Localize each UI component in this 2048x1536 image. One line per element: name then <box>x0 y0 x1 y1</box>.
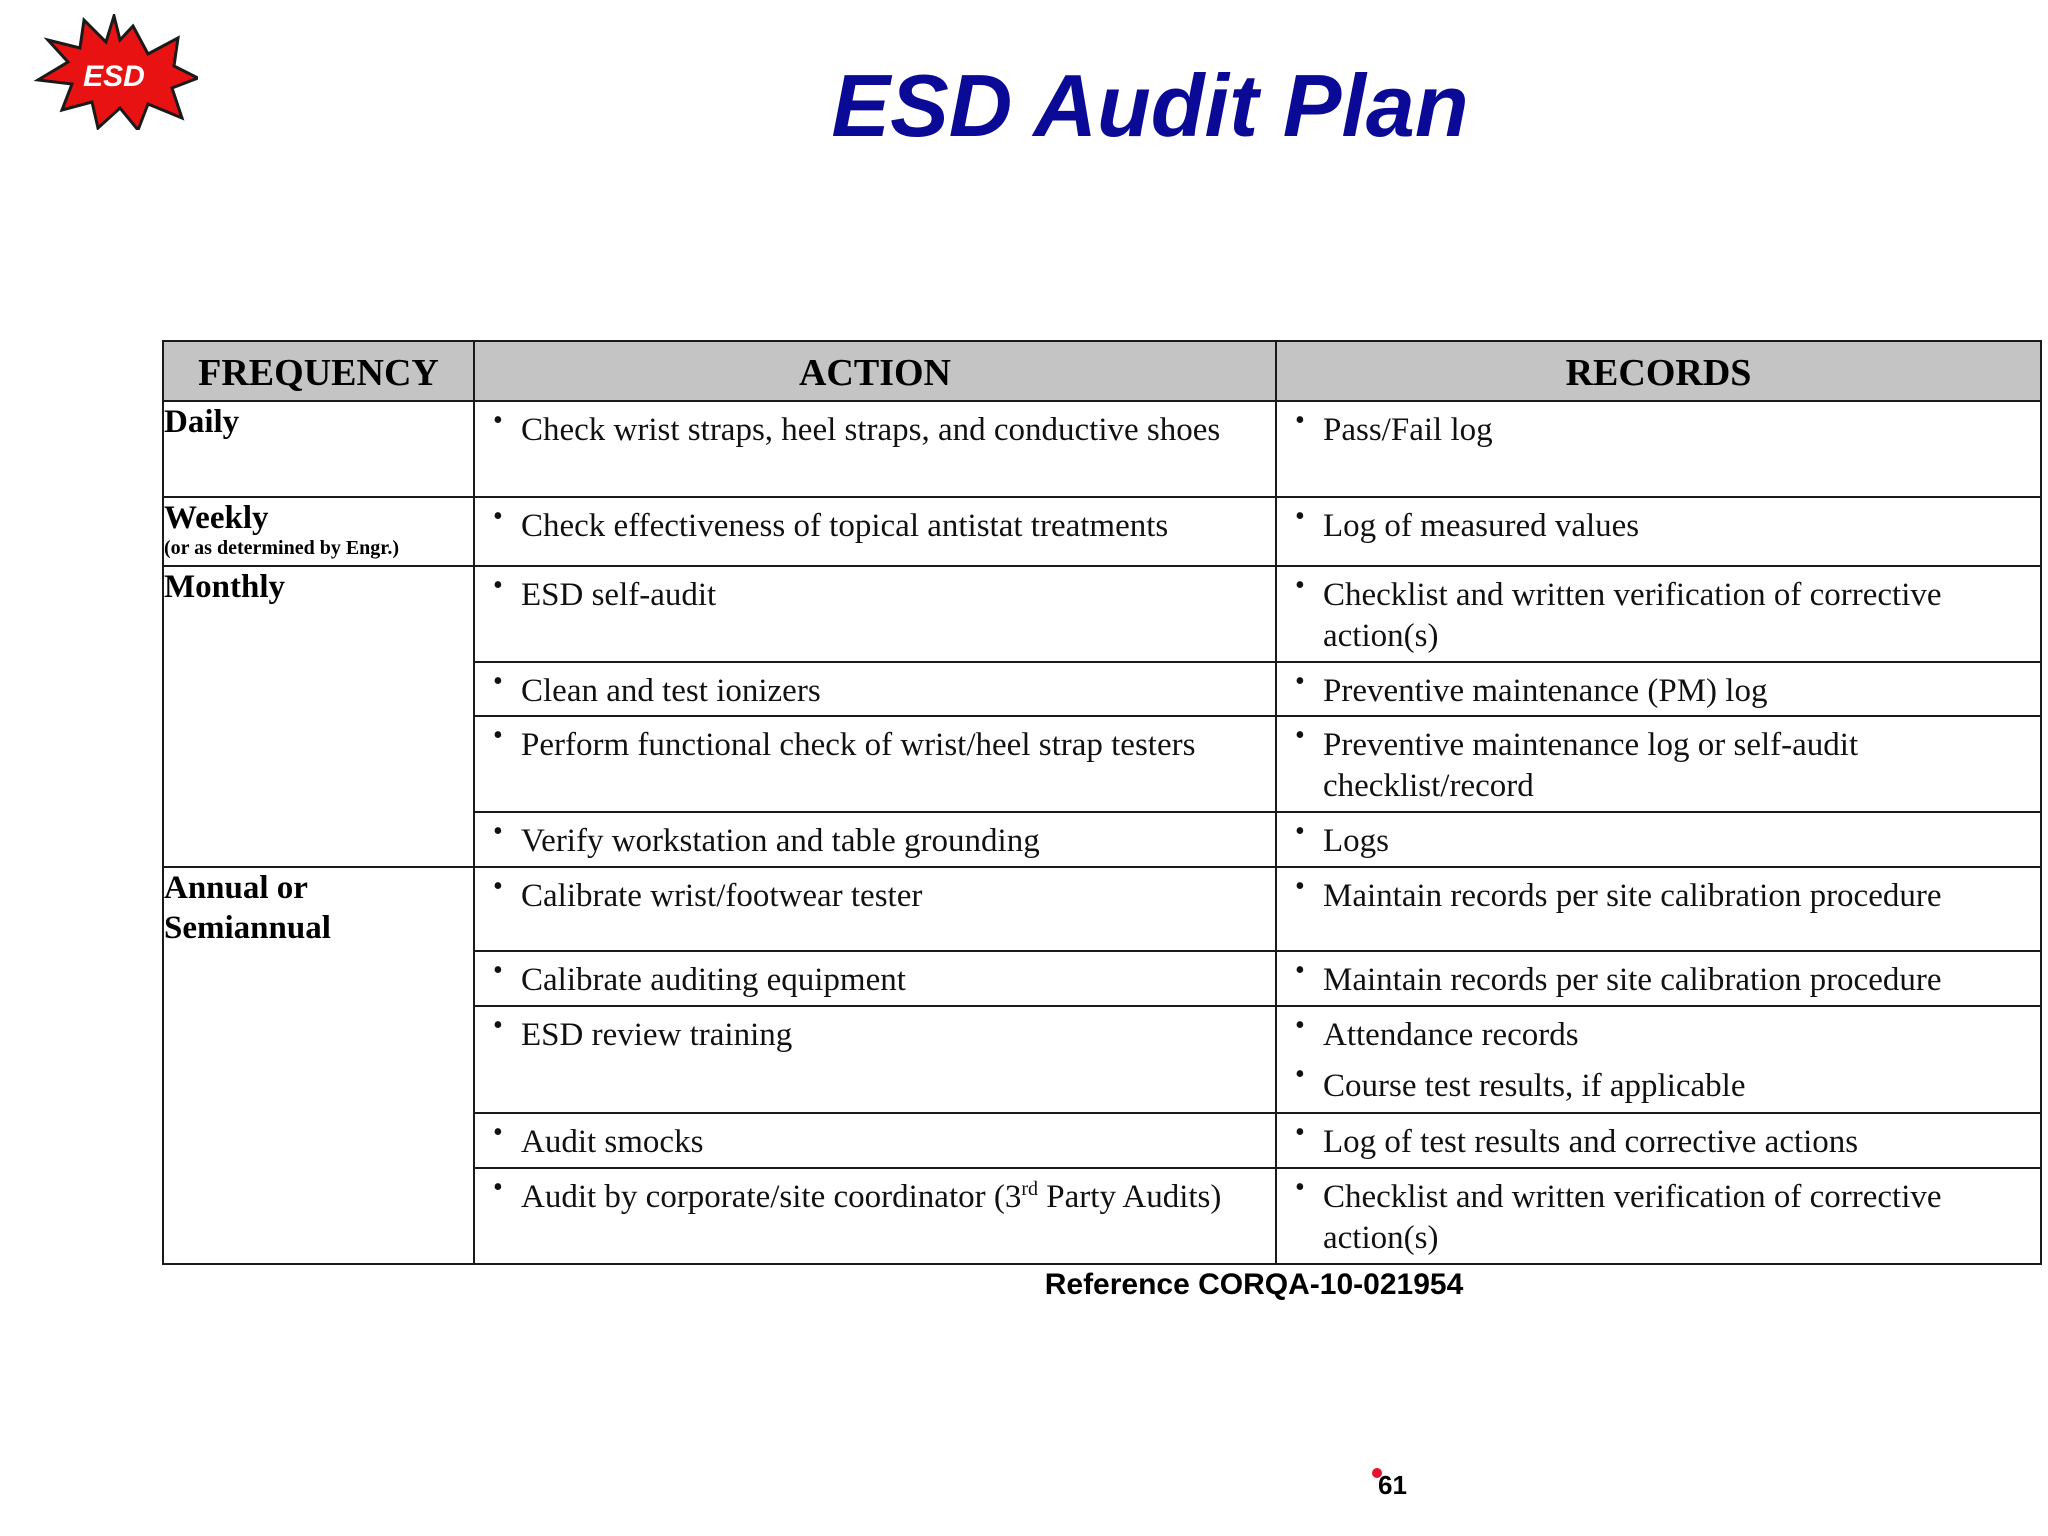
header-records: RECORDS <box>1276 341 2041 401</box>
bullet-icon: • <box>493 871 503 902</box>
action-text: Calibrate wrist/footwear tester <box>521 878 923 914</box>
records-cell <box>1276 812 2041 867</box>
list-item <box>475 402 1275 451</box>
records-cell <box>1276 662 2041 716</box>
list-item <box>1277 1169 2040 1259</box>
records-cell <box>1276 1006 2041 1113</box>
records-cell <box>1276 867 2041 951</box>
bullet-icon: • <box>493 666 503 697</box>
bullet-icon: • <box>493 816 503 847</box>
header-action: ACTION <box>474 341 1276 401</box>
bullet-icon: • <box>1295 720 1305 751</box>
records-cell <box>1276 951 2041 1006</box>
bullet-icon: • <box>493 570 503 601</box>
bullet-icon: • <box>493 1117 503 1148</box>
records-cell <box>1276 716 2041 812</box>
records-cell <box>1276 497 2041 566</box>
list-item <box>475 717 1275 766</box>
records-text: Attendance records <box>1323 1017 1579 1053</box>
list-item <box>475 1007 1275 1056</box>
records-cell <box>1276 1113 2041 1168</box>
bullet-icon: • <box>1295 1117 1305 1148</box>
action-cell <box>474 662 1276 716</box>
action-cell <box>474 716 1276 812</box>
action-cell <box>474 867 1276 951</box>
bullet-icon: • <box>493 1172 503 1203</box>
list-item <box>1277 402 2040 451</box>
list-item <box>1277 813 2040 862</box>
list-item <box>475 868 1275 917</box>
frequency-annual: Annual or Semiannual <box>163 867 474 1264</box>
action-cell <box>474 566 1276 662</box>
list-item <box>475 1114 1275 1163</box>
records-text: Maintain records per site calibration procedure <box>1323 878 1942 914</box>
bullet-icon: • <box>1295 570 1305 601</box>
action-text: Check wrist straps, heel straps, and conductive shoes <box>521 412 1221 448</box>
frequency-weekly-note: (or as determined by Engr.) <box>164 537 399 559</box>
action-text: Clean and test ionizers <box>521 673 821 709</box>
list-item <box>1277 952 2040 1001</box>
bullet-icon: • <box>493 501 503 532</box>
action-cell <box>474 951 1276 1006</box>
list-item <box>1277 868 2040 917</box>
bullet-icon: • <box>1295 816 1305 847</box>
table-row-weekly <box>163 497 2041 566</box>
records-text: Preventive maintenance log or self-audit checklist/record <box>1323 727 1859 804</box>
list-item <box>475 813 1275 862</box>
bullet-icon: • <box>493 405 503 436</box>
list-item <box>1277 663 2040 712</box>
frequency-daily: Daily <box>163 401 474 497</box>
page-number: 61 <box>1378 1470 1407 1500</box>
action-text: Check effectiveness of topical antistat treatments <box>521 508 1169 544</box>
action-text-after: Party Audits) <box>1038 1179 1222 1215</box>
table-row-daily <box>163 401 2041 497</box>
bullet-icon: • <box>1295 666 1305 697</box>
list-item <box>475 952 1275 1001</box>
bullet-icon: • <box>493 720 503 751</box>
records-text: Checklist and written verification of corrective action(s) <box>1323 1179 1942 1256</box>
bullet-icon: • <box>1295 501 1305 532</box>
records-cell <box>1276 1168 2041 1264</box>
bullet-icon: • <box>1295 1010 1305 1041</box>
header-frequency: FREQUENCY <box>163 341 474 401</box>
list-item <box>1277 1056 2040 1107</box>
records-text: Preventive maintenance (PM) log <box>1323 673 1768 709</box>
table-row-annual <box>163 867 2041 951</box>
list-item <box>475 498 1275 547</box>
records-text: Logs <box>1323 823 1389 859</box>
action-text: ESD self-audit <box>521 577 717 613</box>
action-text: Calibrate auditing equipment <box>521 962 906 998</box>
action-text: Perform functional check of wrist/heel strap testers <box>521 727 1196 763</box>
list-item <box>1277 498 2040 547</box>
list-item <box>475 663 1275 712</box>
bullet-icon: • <box>1295 1172 1305 1203</box>
records-text: Log of measured values <box>1323 508 1640 544</box>
action-text: Audit smocks <box>521 1124 704 1160</box>
frequency-weekly <box>163 497 474 566</box>
reference-note: Reference CORQA-10-021954 <box>1044 1268 1464 1301</box>
bullet-icon: • <box>1295 955 1305 986</box>
list-item <box>1277 567 2040 657</box>
action-cell <box>474 401 1276 497</box>
esd-logo-text: ESD <box>83 60 145 93</box>
list-item <box>1277 1007 2040 1056</box>
action-cell <box>474 1113 1276 1168</box>
action-cell <box>474 1006 1276 1113</box>
records-cell <box>1276 566 2041 662</box>
esd-logo <box>34 14 198 130</box>
bullet-icon: • <box>1295 1059 1305 1090</box>
table-row-monthly <box>163 566 2041 662</box>
page-title: ESD Audit Plan <box>831 56 1469 155</box>
records-text: Checklist and written verification of corrective action(s) <box>1323 577 1942 654</box>
action-cell <box>474 497 1276 566</box>
action-text-before: Audit by corporate/site coordinator (3 <box>521 1179 1022 1215</box>
records-text: Log of test results and corrective actions <box>1323 1124 1859 1160</box>
action-text: Verify workstation and table grounding <box>521 823 1040 859</box>
list-item <box>475 1169 1275 1218</box>
action-text: ESD review training <box>521 1017 793 1053</box>
records-text: Pass/Fail log <box>1323 412 1493 448</box>
bullet-icon: • <box>1295 871 1305 902</box>
records-cell <box>1276 401 2041 497</box>
bullet-icon: • <box>493 1010 503 1041</box>
action-cell <box>474 1168 1276 1264</box>
frequency-weekly-label: Weekly <box>164 500 269 536</box>
bullet-icon: • <box>493 955 503 986</box>
bullet-icon: • <box>1295 405 1305 436</box>
list-item <box>1277 717 2040 807</box>
list-item <box>475 567 1275 616</box>
frequency-monthly: Monthly <box>163 566 474 867</box>
table-header-row <box>163 341 2041 401</box>
list-item <box>1277 1114 2040 1163</box>
action-text-superscript: rd <box>1021 1178 1039 1200</box>
action-cell <box>474 812 1276 867</box>
records-text: Course test results, if applicable <box>1323 1068 1746 1104</box>
audit-plan-table <box>162 340 2042 1265</box>
records-text: Maintain records per site calibration procedure <box>1323 962 1942 998</box>
